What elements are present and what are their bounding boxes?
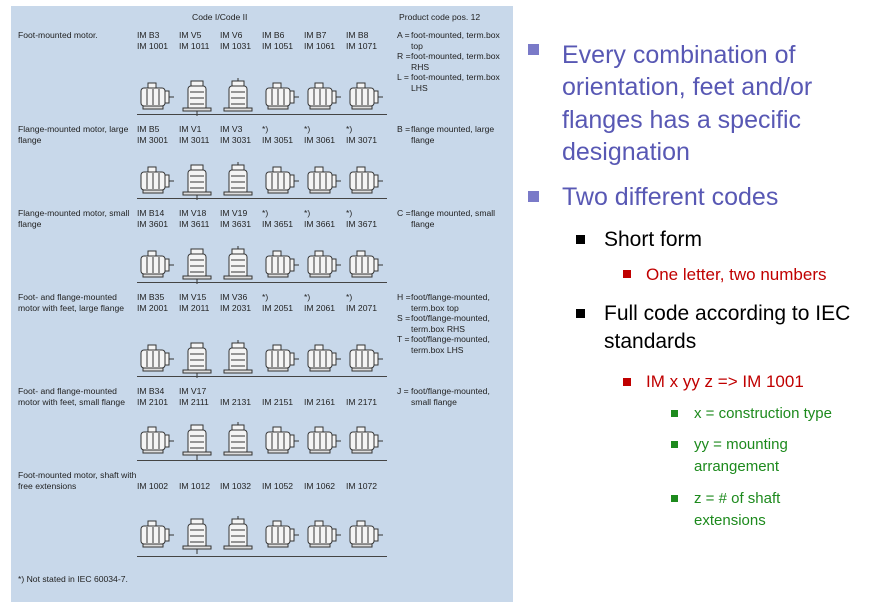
code-ii: IM 3071 (346, 135, 378, 145)
code-ii: IM 3001 (137, 135, 169, 145)
code-ii: IM 3061 (304, 135, 336, 145)
bullet-x-def: x = construction type (694, 405, 832, 422)
product-code-key: J = (397, 386, 409, 396)
motor-mounting-icon (260, 422, 300, 465)
bullet-marker (576, 235, 585, 244)
code-i: *) (262, 208, 269, 218)
row-description: Flange-mounted motor, small flange (18, 208, 130, 229)
code-ii: IM 2001 (137, 303, 169, 313)
product-code-item (397, 51, 511, 72)
code-ii: IM 1061 (304, 41, 336, 51)
code-i: IM V6 (220, 30, 243, 40)
code-ii: IM 3651 (262, 219, 294, 229)
code-i: IM V18 (179, 208, 207, 218)
row-divider (137, 460, 387, 461)
product-code-key: R = (397, 51, 411, 61)
code-ii: IM 2031 (220, 303, 252, 313)
bullet-z-def-line1: z = # of shaft (694, 490, 781, 507)
bullet-marker (671, 441, 678, 448)
row-divider (137, 376, 387, 377)
motor-mounting-icon (177, 516, 217, 559)
product-code-text: foot/flange-mounted, term.box RHS (411, 313, 490, 334)
code-ii: IM 1001 (137, 41, 169, 51)
code-i: *) (262, 124, 269, 134)
product-code-item (397, 208, 511, 229)
motor-mounting-icon (260, 516, 300, 559)
motor-mounting-icon (344, 422, 384, 465)
row-divider (137, 114, 387, 115)
bullet-combination-line3: flanges has a specific (562, 106, 802, 134)
product-code-item (397, 313, 511, 334)
bullet-marker (623, 270, 631, 278)
code-ii: IM 2011 (179, 303, 210, 313)
header-product-code: Product code pos. 12 (399, 12, 481, 22)
code-i: *) (346, 124, 353, 134)
product-code-item (397, 292, 511, 313)
product-code-key: B = (397, 124, 411, 134)
code-ii: IM 3661 (304, 219, 336, 229)
motor-mounting-icon (302, 422, 342, 465)
code-i: IM B14 (137, 208, 165, 218)
code-ii: IM 2111 (179, 397, 209, 407)
code-ii: IM 2161 (304, 397, 336, 407)
code-ii: IM 3601 (137, 219, 169, 229)
code-i: *) (346, 208, 353, 218)
product-code-list (397, 30, 511, 93)
product-code-list (397, 386, 511, 407)
product-code-list (397, 124, 511, 145)
code-ii: IM 2061 (304, 303, 336, 313)
code-i: IM B34 (137, 386, 165, 396)
code-i: IM V3 (220, 124, 243, 134)
bullet-short-form: Short form (604, 228, 703, 251)
code-i: IM B5 (137, 124, 160, 134)
code-i: IM B8 (346, 30, 369, 40)
code-ii: IM 3671 (346, 219, 378, 229)
bullet-yy-def-line1: yy = mounting (694, 436, 788, 453)
bullet-yy-def-line2: arrangement (694, 458, 780, 475)
product-code-item (397, 124, 511, 145)
bullet-full-code-line2: standards (604, 330, 697, 353)
motor-mounting-icon (218, 422, 258, 465)
product-code-item (397, 72, 511, 93)
code-ii: IM 1052 (262, 481, 294, 491)
code-i: IM V15 (179, 292, 207, 302)
code-ii: IM 1011 (179, 41, 210, 51)
code-i: IM V19 (220, 208, 248, 218)
code-ii: IM 3011 (179, 135, 210, 145)
product-code-key: L = (397, 72, 409, 82)
code-ii: IM 1002 (137, 481, 169, 491)
product-code-text: foot-mounted, term.box LHS (411, 72, 500, 93)
code-ii: IM 2101 (137, 397, 169, 407)
product-code-text: foot/flange-mounted, term.box LHS (411, 334, 490, 355)
bullet-combination-line1: Every combination of (562, 41, 796, 69)
bullet-combination-line4: designation (562, 138, 690, 166)
bullet-list (520, 0, 891, 614)
product-code-key: H = (397, 292, 411, 302)
code-ii: IM 3631 (220, 219, 252, 229)
code-i: IM V36 (220, 292, 248, 302)
row-divider (137, 556, 387, 557)
row-description: Flange-mounted motor, large flange (18, 124, 129, 145)
footnote: *) Not stated in IEC 60034-7. (18, 574, 128, 584)
product-code-item (397, 386, 511, 407)
row-description: Foot-mounted motor, shaft with free extensions (18, 470, 137, 491)
code-ii: IM 2051 (262, 303, 294, 313)
bullet-im-example: IM x yy z => IM 1001 (646, 372, 804, 391)
code-i: *) (304, 208, 311, 218)
product-code-key: A = (397, 30, 410, 40)
bullet-short-desc: One letter, two numbers (646, 265, 827, 284)
motor-mounting-icon (302, 516, 342, 559)
bullet-marker (671, 410, 678, 417)
motor-mounting-icon (135, 422, 175, 465)
motor-mounting-icon (344, 516, 384, 559)
code-ii: IM 3611 (179, 219, 210, 229)
bullet-marker (528, 44, 539, 55)
code-i: IM B3 (137, 30, 160, 40)
code-ii: IM 1071 (346, 41, 378, 51)
product-code-list (397, 208, 511, 229)
code-i: IM V5 (179, 30, 202, 40)
code-ii: IM 1031 (220, 41, 252, 51)
code-ii: IM 1051 (262, 41, 294, 51)
motor-mounting-icon (177, 422, 217, 465)
code-ii: IM 1072 (346, 481, 378, 491)
bullet-marker (623, 378, 631, 386)
product-code-text: flange mounted, large flange (411, 124, 495, 145)
product-code-item (397, 30, 511, 51)
code-ii: IM 1062 (304, 481, 336, 491)
code-i: *) (262, 292, 269, 302)
code-i: *) (304, 124, 311, 134)
product-code-item (397, 334, 511, 355)
code-i: IM B6 (262, 30, 285, 40)
code-ii: IM 2171 (346, 397, 378, 407)
bullet-marker (528, 191, 539, 202)
bullet-two-codes: Two different codes (562, 183, 779, 211)
product-code-text: flange mounted, small flange (411, 208, 496, 229)
code-i: IM V17 (179, 386, 207, 396)
row-description: Foot- and flange-mounted motor with feet, small flange (18, 386, 125, 407)
bullet-marker (671, 495, 678, 502)
product-code-key: T = (397, 334, 410, 344)
code-i: IM B35 (137, 292, 165, 302)
code-i: IM B7 (304, 30, 327, 40)
motor-mounting-icon (218, 516, 258, 559)
row-divider (137, 282, 387, 283)
code-ii: IM 2131 (220, 397, 252, 407)
bullet-marker (576, 309, 585, 318)
motor-mounting-icon (135, 516, 175, 559)
row-divider (137, 198, 387, 199)
code-ii: IM 2151 (262, 397, 294, 407)
bullet-full-code-line1: Full code according to IEC (604, 302, 851, 325)
code-ii: IM 3031 (220, 135, 252, 145)
code-i: *) (346, 292, 353, 302)
row-description: Foot-mounted motor. (18, 30, 98, 40)
product-code-text: foot-mounted, term.box top (411, 30, 500, 51)
product-code-text: foot/flange-mounted, term.box top (411, 292, 490, 313)
product-code-key: S = (397, 313, 411, 323)
product-code-text: foot/flange-mounted, small flange (411, 386, 490, 407)
code-ii: IM 3051 (262, 135, 294, 145)
bullet-combination-line2: orientation, feet and/or (562, 73, 813, 101)
row-description: Foot- and flange-mounted motor with feet, large flange (18, 292, 125, 313)
product-code-list (397, 292, 511, 355)
product-code-text: foot-mounted, term.box RHS (411, 51, 500, 72)
code-i: *) (304, 292, 311, 302)
bullet-z-def-line2: extensions (694, 512, 766, 529)
product-code-key: C = (397, 208, 411, 218)
code-i: IM V1 (179, 124, 202, 134)
code-ii: IM 1032 (220, 481, 252, 491)
mounting-table (11, 6, 513, 602)
code-ii: IM 1012 (179, 481, 211, 491)
code-ii: IM 2071 (346, 303, 378, 313)
header-codes: Code I/Code II (192, 12, 248, 22)
